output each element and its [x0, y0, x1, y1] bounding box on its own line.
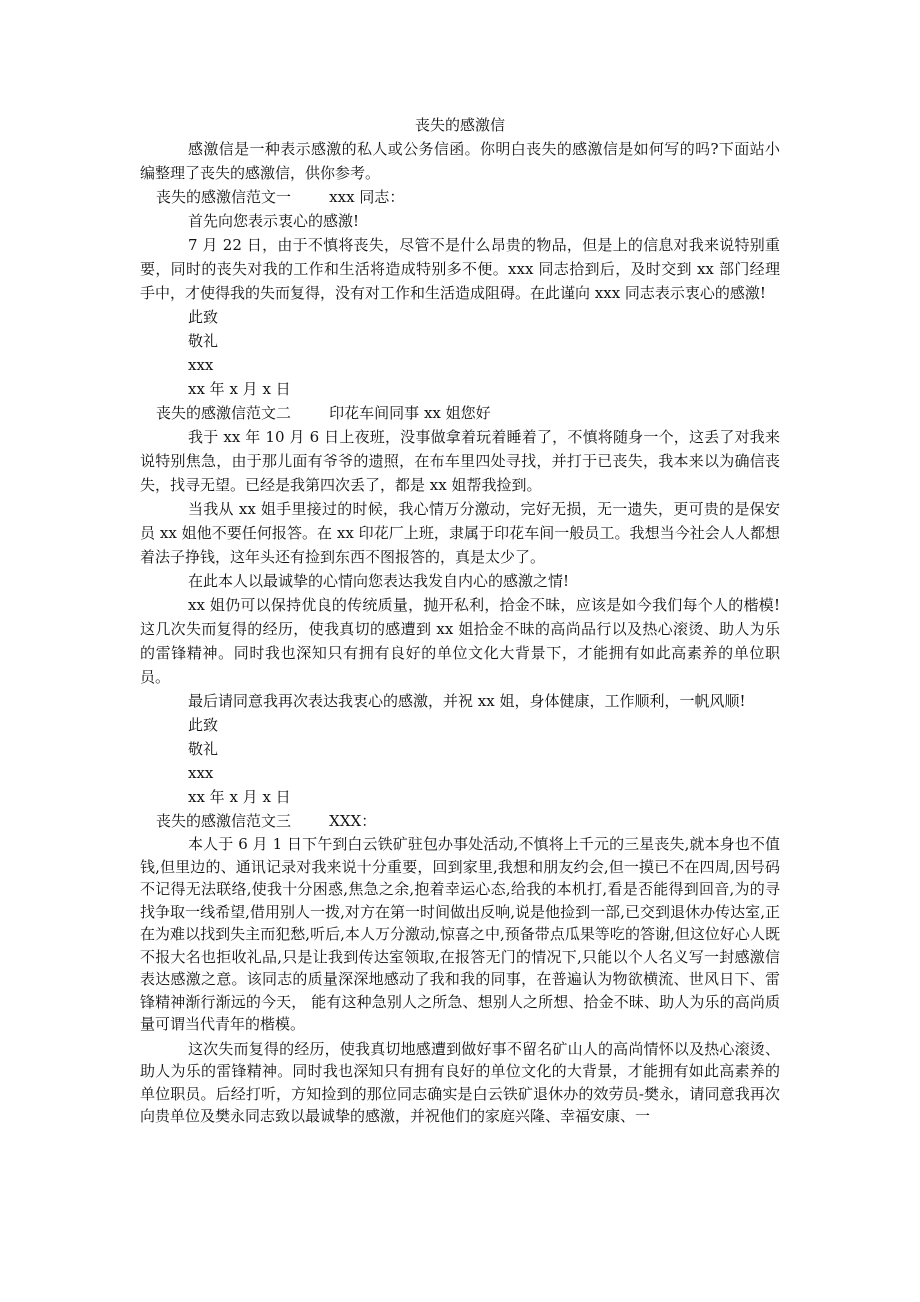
- letter2-signature: xxx: [188, 764, 214, 782]
- letter2-salutation: 印花车间同事 xx 姐您好: [329, 404, 491, 422]
- letter3-salutation: XXX：: [329, 812, 377, 830]
- letter2-paragraph-4: xx 姐仍可以保持优良的传统质量，抛开私利，拾金不昧，应该是如今我们每个人的楷模!这几次失而复得的经历，使我真切的感遭到 xx 姐拾金不昧的高尚品行以及热心滚烫、助人为乐的雷锋精神。同时我也深知只有拥有良好的单位文化大背景下，才能拥有如此高素养的单位职员。: [140, 596, 780, 686]
- letter2-paragraph-1: 我于 xx 年 10 月 6 日上夜班，没事做拿着玩着睡着了，不慎将随身一个，这丢了对我来说特别焦急，由于那儿面有爷爷的遗照，在布车里四处寻找，并打于已丧失，我本来以为确信丧失，找寻无望。已经是我第四次丢了，都是 xx 姐帮我捡到。: [140, 428, 780, 494]
- intro-paragraph: 感激信是一种表示感激的私人或公务信函。你明白丧失的感激信是如何写的吗?下面站小编整理了丧失的感激信，供你参考。: [140, 140, 780, 182]
- letter1-salutation: xxx 同志：: [329, 188, 405, 206]
- letter1-signature: xxx: [188, 356, 214, 374]
- document-body: [140, 137, 780, 1128]
- letter2-date: xx 年 x 月 x 日: [188, 788, 291, 806]
- letter3-heading: 丧失的感激信范文三: [156, 812, 292, 830]
- letter2-closing-2: 敬礼: [188, 740, 219, 758]
- letter2-paragraph-2: 当我从 xx 姐手里接过的时候，我心情万分激动，完好无损，无一遗失，更可贵的是保安员 xx 姐他不要任何报答。在 xx 印花厂上班，隶属于印花车间一般员工。我想当今社会人人都想着法子挣钱，这年头还有捡到东西不图报答的，真是太少了。: [140, 500, 780, 566]
- letter1-closing-1: 此致: [188, 308, 219, 326]
- letter2-paragraph-5: 最后请同意我再次表达我衷心的感激，并祝 xx 姐，身体健康，工作顺利，一帆风顺!: [188, 692, 746, 710]
- letter2-closing-1: 此致: [188, 716, 219, 734]
- letter3-paragraph-1: 本人于 6 月 1 日下午到白云铁矿驻包办事处活动,不慎将上千元的三星丧失,就本身也不值钱,但里边的、通讯记录对我来说十分重要，回到家里,我想和朋友约会,但一摸已不在四周,因号码不记得无法联络,使我十分困惑,焦急之余,抱着幸运心态,给我的本机打,看是否能得到回音,为的寻找争取一线希望,借用别人一拨,对方在第一时间做出反响,说是他捡到一部,已交到退休办传达室,正在为难以找到失主而犯愁,听后,本人万分激动,惊喜之中,预备带点瓜果等吃的答谢,但这位好心人既不报大名也拒收礼品,只是让我到传达室领取,在报答无门的情况下,只能以个人名义写一封感激信表达感激之意。该同志的质量深深地感动了我和我的同事，在普遍认为物欲横流、世风日下、雷锋精神渐行渐远的今天， 能有这种急别人之所急、想别人之所想、拾金不昧、助人为乐的高尚质量可谓当代青年的楷模。: [140, 835, 780, 1033]
- letter3-heading-line: [140, 809, 780, 833]
- letter1-heading: 丧失的感激信范文一: [156, 188, 292, 206]
- letter1-date: xx 年 x 月 x 日: [188, 380, 291, 398]
- letter3-paragraph-2: 这次失而复得的经历，使我真切地感遭到做好事不留名矿山人的高尚情怀以及热心滚烫、助人为乐的雷锋精神。同时我也深知只有拥有良好的单位文化的大背景，才能拥有如此高素养的单位职员。后经打听，方知捡到的那位同志确实是白云铁矿退休办的效劳员-樊永，请同意我再次向贵单位及樊永同志致以最诚挚的感激，并祝他们的家庭兴隆、幸福安康、一: [140, 1039, 780, 1125]
- letter2-heading-line: [140, 401, 780, 425]
- letter1-paragraph-2: 7 月 22 日，由于不慎将丧失，尽管不是什么昂贵的物品，但是上的信息对我来说特别重要，同时的丧失对我的工作和生活将造成特别多不便。xxx 同志拾到后，及时交到 xx 部门经理手中，才使得我的失而复得，没有对工作和生活造成阻碍。在此谨向 xxx 同志表示衷心的感激!: [140, 236, 780, 302]
- letter1-closing-2: 敬礼: [188, 332, 219, 350]
- letter2-paragraph-3: 在此本人以最诚挚的心情向您表达我发自内心的感激之情!: [188, 572, 570, 590]
- letter1-heading-line: [140, 185, 780, 209]
- letter2-heading: 丧失的感激信范文二: [156, 404, 292, 422]
- letter1-paragraph-1: 首先向您表示衷心的感激!: [188, 212, 360, 230]
- document-title: 丧失的感激信: [414, 116, 505, 134]
